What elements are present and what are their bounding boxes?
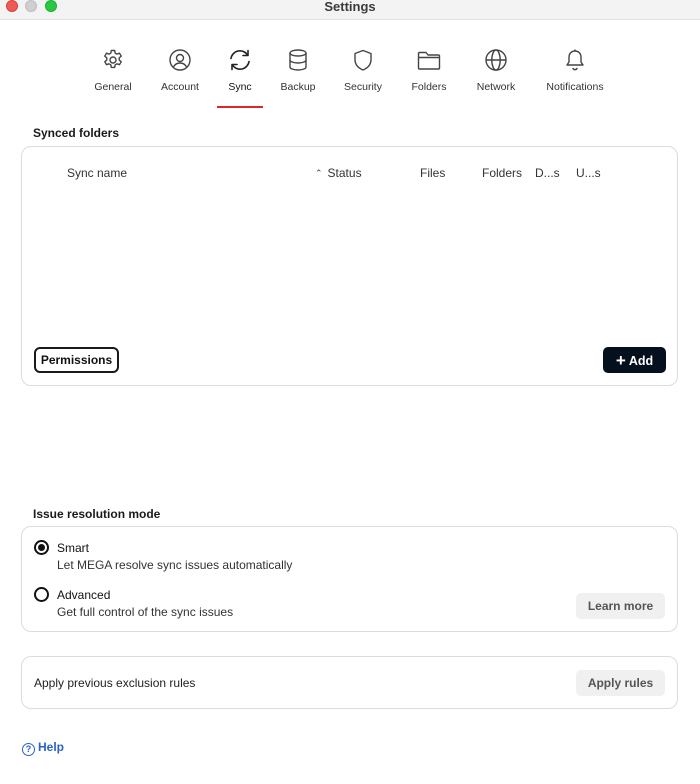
tab-backup[interactable] bbox=[273, 44, 323, 110]
column-header-sync-name[interactable]: Sync name bbox=[67, 166, 128, 180]
bell-icon bbox=[540, 48, 610, 72]
column-header-uploads[interactable]: U...s bbox=[576, 166, 601, 180]
help-link[interactable] bbox=[22, 740, 64, 755]
synced-folders-list bbox=[23, 191, 676, 341]
tab-sync-label: Sync bbox=[228, 81, 252, 93]
help-circle-icon: ? bbox=[22, 743, 35, 756]
tab-general[interactable] bbox=[88, 44, 138, 110]
shield-icon bbox=[338, 48, 388, 72]
column-header-status-label: Status bbox=[327, 166, 362, 180]
window-title: Settings bbox=[324, 0, 376, 14]
tab-folders[interactable] bbox=[404, 44, 454, 110]
apply-rules-button[interactable]: Apply rules bbox=[576, 670, 665, 696]
title-bar bbox=[0, 0, 700, 20]
plus-icon: + bbox=[615, 351, 626, 370]
tab-backup-label: Backup bbox=[280, 81, 316, 93]
user-circle-icon bbox=[155, 48, 205, 72]
sync-icon bbox=[215, 48, 265, 72]
exclusion-rules-text: Apply previous exclusion rules bbox=[34, 676, 196, 690]
advanced-option-description: Get full control of the sync issues bbox=[57, 605, 234, 619]
smart-option-label[interactable]: Smart bbox=[57, 541, 90, 555]
issue-resolution-panel bbox=[21, 526, 678, 632]
tab-notifications[interactable] bbox=[540, 44, 610, 110]
advanced-option-label[interactable]: Advanced bbox=[57, 588, 111, 602]
add-sync-button[interactable] bbox=[603, 347, 666, 373]
tab-security[interactable] bbox=[338, 44, 388, 110]
database-icon bbox=[273, 48, 323, 72]
synced-folders-heading: Synced folders bbox=[33, 126, 120, 140]
synced-folders-panel bbox=[21, 146, 678, 386]
gear-icon bbox=[88, 48, 138, 72]
tab-account-label: Account bbox=[161, 81, 199, 93]
learn-more-button[interactable]: Learn more bbox=[576, 593, 665, 619]
tab-general-label: General bbox=[94, 81, 132, 93]
tab-folders-label: Folders bbox=[411, 81, 447, 93]
exclusion-rules-panel bbox=[21, 656, 678, 709]
smart-radio[interactable] bbox=[34, 540, 49, 555]
help-label: Help bbox=[38, 740, 65, 754]
tab-notifications-label: Notifications bbox=[546, 81, 604, 93]
add-sync-label: Add bbox=[628, 354, 654, 368]
issue-resolution-heading: Issue resolution mode bbox=[33, 507, 161, 521]
permissions-button[interactable]: Permissions bbox=[34, 347, 119, 373]
column-header-files[interactable]: Files bbox=[420, 166, 446, 180]
column-header-folders[interactable]: Folders bbox=[482, 166, 523, 180]
tab-network-label: Network bbox=[476, 81, 516, 93]
tab-security-label: Security bbox=[344, 81, 382, 93]
column-header-downloads[interactable]: D...s bbox=[535, 166, 560, 180]
tab-sync[interactable] bbox=[215, 44, 265, 110]
tab-network[interactable] bbox=[471, 44, 521, 110]
active-tab-indicator bbox=[217, 106, 263, 108]
column-header-status[interactable] bbox=[315, 166, 362, 180]
sort-ascending-icon: ⌃ bbox=[315, 168, 323, 178]
tab-account[interactable] bbox=[155, 44, 205, 110]
settings-tab-bar bbox=[0, 44, 700, 114]
advanced-radio[interactable] bbox=[34, 587, 49, 602]
smart-option-description: Let MEGA resolve sync issues automatically bbox=[57, 558, 293, 572]
globe-icon bbox=[471, 48, 521, 72]
folder-icon bbox=[404, 48, 454, 72]
